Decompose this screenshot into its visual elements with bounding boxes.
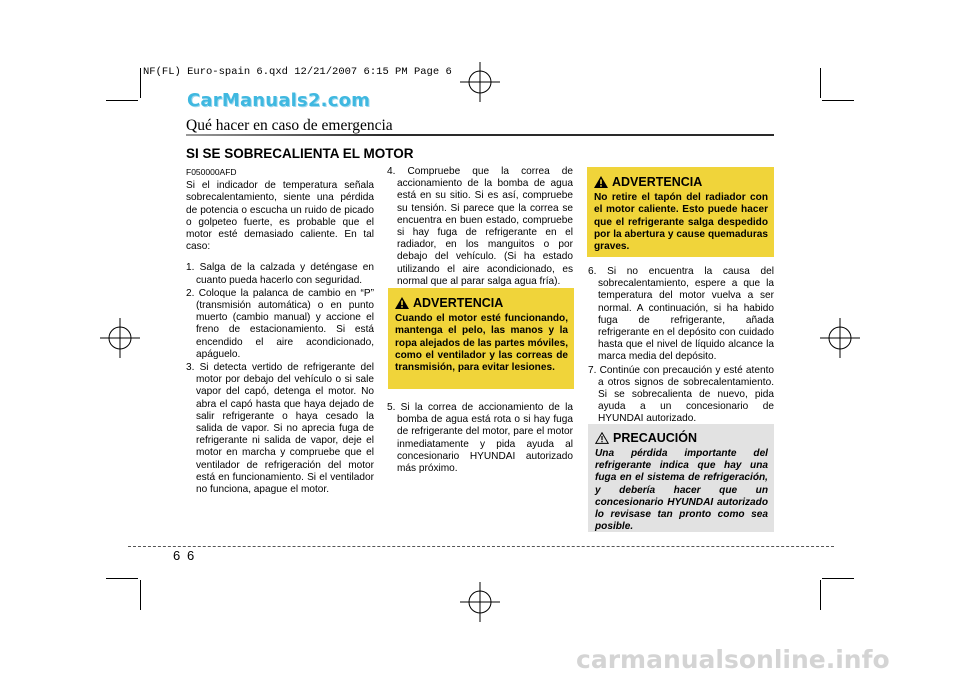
crop-mark: [106, 578, 138, 579]
caution-box: [588, 424, 774, 532]
crop-mark: [140, 68, 141, 98]
step-4: 4. Compruebe que la correa de accionamiento de la bomba de agua está en su sitio. Si es así, compruebe su tensión. Si parece que la correa se encuentra en buen estado, compruebe si hay fuga de refrigerante en el radiador, en los manguitos o por debajo del vehículo. (Si ha estado utilizando el aire acondicionado, es normal que al parar salga agua fría).: [387, 166, 573, 287]
column-3: [588, 266, 774, 427]
crop-mark: [106, 100, 138, 101]
step-3: 3. Si detecta vertido de refrigerante del motor por debajo del vehículo o si sale vapor del capó, detenga el motor. No abra el capó hasta que haya dejado de salir refrigerante o haya cesado la salida de vapor. Si no aprecia fuga de refrigerante ni salida de vapor, deje el motor en marcha y compruebe que el ventilador de refrigeración del motor está en funcionamiento. Si el ventilador no funciona, apague el motor.: [186, 362, 374, 496]
warning-triangle-icon: [395, 297, 409, 309]
warning-header: [594, 175, 768, 189]
column-1: [186, 166, 374, 497]
caution-header: [595, 431, 768, 445]
crop-mark: [140, 580, 141, 610]
warning-triangle-icon: [594, 176, 608, 188]
registration-mark-icon: [820, 318, 860, 358]
step-6: 6. Si no encuentra la causa del sobrecalentamiento, espere a que la temperatura del motor vuelva a ser normal. A continuación, si ha habido fuga de refrigerante, añada refrigerante en el depósito con cuidado hasta que el nivel de líquido alcance la marca media del depósito.: [588, 266, 774, 363]
warning-box-radiator: [587, 167, 774, 257]
intro-paragraph: Si el indicador de temperatura señala sobrecalentamiento, siente una pérdida de potencia o escucha un ruido de picado o golpeteo fuerte, es probable que el motor esté demasiado caliente. En tal caso:: [186, 180, 374, 253]
warning-label: ADVERTENCIA: [413, 296, 504, 310]
running-title: Qué hacer en caso de emergencia: [186, 117, 393, 134]
caution-triangle-icon: [595, 432, 609, 444]
warning-text: No retire el tapón del radiador con el motor caliente. Esto puede hacer que el refrigerante salga despedido por la abertura y cause quemaduras graves.: [594, 192, 768, 253]
title-rule-fade: [186, 134, 386, 136]
section-heading: SI SE SOBRECALIENTA EL MOTOR: [186, 146, 414, 161]
page-number: 6: [187, 548, 195, 563]
step-7: 7. Continúe con precaución y esté atento a otros signos de sobrecalentamiento. Si se sobrecalienta de nuevo, pida ayuda a un concesionario de HYUNDAI autorizado.: [588, 364, 774, 425]
warning-label: ADVERTENCIA: [612, 175, 703, 189]
watermark-bottom: carmanualsonline.info: [576, 645, 890, 674]
watermark-top: CarManuals2.com: [187, 90, 371, 111]
column-2-lower: [387, 402, 573, 476]
registration-mark-icon: [100, 318, 140, 358]
crop-mark: [822, 578, 854, 579]
step-1: 1. Salga de la calzada y deténgase en cuanto pueda hacerlo con seguridad.: [186, 262, 374, 286]
step-5: 5. Si la correa de accionamiento de la bomba de agua está rota o si hay fuga de refrigerante del motor, pare el motor inmediatamente y pida ayuda al concesionario HYUNDAI autorizado más próximo.: [387, 402, 573, 475]
registration-mark-icon: [460, 62, 500, 102]
reference-code: F050000AFD: [186, 167, 237, 177]
footer-rule: [128, 546, 834, 547]
registration-mark-icon: [460, 582, 500, 622]
caution-text: Una pérdida importante del refrigerante indica que hay una fuga en el sistema de refrigeración, y debería hacer que un concesionario HYUNDAI autorizado lo revisase tan pronto como sea posible.: [595, 448, 768, 533]
file-header: NF(FL) Euro-spain 6.qxd 12/21/2007 6:15 PM Page 6: [143, 66, 452, 78]
crop-mark: [822, 100, 854, 101]
caution-label: PRECAUCIÓN: [613, 431, 698, 445]
crop-mark: [820, 68, 821, 98]
column-2: [387, 166, 573, 289]
warning-header: [395, 296, 568, 310]
warning-box-fan: [388, 288, 574, 389]
warning-text: Cuando el motor esté funcionando, mantenga el pelo, las manos y la ropa alejados de las partes móviles, como el ventilador y las correas de transmisión, para evitar lesiones.: [395, 313, 568, 374]
step-2: 2. Coloque la palanca de cambio en “P” (transmisión automática) o en punto muerto (cambio manual) y accione el freno de estacionamiento. Si está encendido el aire acondicionado, apáguelo.: [186, 287, 374, 360]
crop-mark: [820, 580, 821, 610]
chapter-number: 6: [173, 548, 181, 563]
